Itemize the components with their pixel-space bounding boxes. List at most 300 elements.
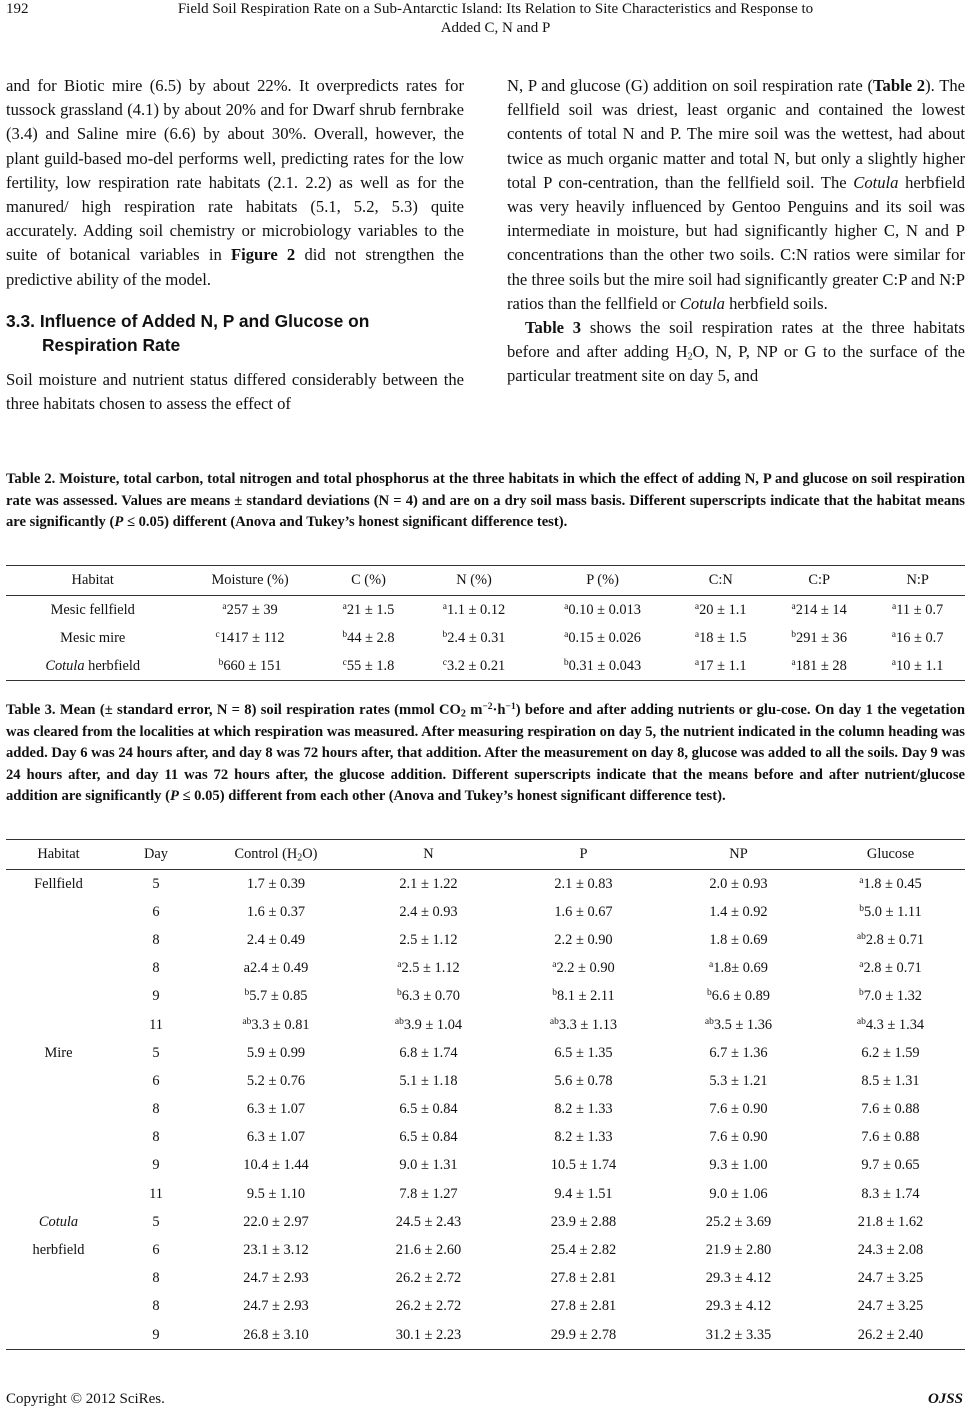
day-cell: 6 (152, 903, 160, 920)
subscript: 2 (687, 351, 693, 363)
day-cell: 8 (152, 960, 160, 977)
table-row (6, 1067, 965, 1095)
significance-superscript: b (218, 657, 224, 668)
table-cell (673, 624, 768, 652)
table-cell (768, 652, 870, 681)
day-cell: 5 (152, 1044, 160, 1061)
cell-value: 6.2 ± 1.59 (861, 1044, 920, 1061)
table-3-ref: Table 3 (525, 318, 582, 338)
significance-superscript: a (564, 629, 569, 640)
cell-value: 6.5 ± 0.84 (399, 1129, 458, 1146)
habitat-cell (6, 1180, 111, 1208)
table-row (6, 1096, 965, 1124)
cell-value: 5.3 ± 1.21 (709, 1072, 768, 1089)
cell-value: 2.1 ± 1.22 (399, 875, 458, 892)
cell-value: 6.5 ± 0.84 (399, 1101, 458, 1118)
right-paragraph-2 (507, 316, 965, 389)
significance-superscript: a (442, 601, 447, 612)
table-row (6, 1265, 965, 1293)
cell-value: 9.5 ± 1.10 (246, 1185, 306, 1202)
running-head (60, 0, 931, 38)
cell-value: 181 ± 28 (795, 657, 847, 674)
cell-value: 2.5 ± 1.12 (401, 960, 460, 977)
cell-value: 9.4 ± 1.51 (554, 1185, 613, 1202)
significance-superscript: a (859, 959, 864, 970)
cell-value: 31.2 ± 3.35 (705, 1326, 772, 1343)
cell-value: 2.4 ± 0.31 (447, 629, 506, 646)
table-cell (201, 1236, 351, 1264)
header-part: Control (H (234, 846, 298, 862)
right-paragraph-1 (507, 74, 965, 316)
cell-value: 4.3 ± 1.34 (865, 1016, 925, 1033)
table-3 (6, 839, 965, 1350)
table-cell (351, 926, 506, 954)
table-cell (768, 624, 870, 652)
cell-value: 21.9 ± 2.80 (705, 1242, 772, 1259)
table-cell (661, 1011, 816, 1039)
cell-value: 5.2 ± 0.76 (246, 1072, 306, 1089)
habitat-name: herbfield (84, 657, 141, 674)
column-header (201, 840, 351, 870)
cell-value: 10 ± 1.1 (896, 657, 944, 674)
cell-value: 2.2 ± 0.90 (554, 931, 613, 948)
table-row (6, 652, 965, 681)
cell-value: 10.5 ± 1.74 (550, 1157, 617, 1174)
section-heading: 3.3. Influence of Added N, P and Glucose on Respiration Rate (6, 310, 370, 355)
column-header: C:P (768, 566, 870, 596)
table-cell (179, 652, 320, 681)
habitat-cell (6, 1067, 111, 1095)
right-p2-part-a: shows the soil respiration rates at the three habitats before and after adding H (507, 318, 965, 362)
cell-value: 1.6 ± 0.37 (246, 903, 306, 920)
cell-value: 1.7 ± 0.39 (246, 875, 306, 892)
cell-value: 29.3 ± 4.12 (705, 1270, 772, 1287)
habitat-cell (6, 955, 111, 983)
column-header: N:P (870, 566, 965, 596)
significance-superscript: a (694, 601, 700, 612)
cell-value: 23.9 ± 2.88 (550, 1213, 617, 1230)
table-cell (351, 955, 506, 983)
table-cell (506, 983, 661, 1011)
table-cell (351, 1011, 506, 1039)
table-header-row (6, 566, 965, 596)
table-cell (506, 1293, 661, 1321)
significance-superscript: ab (549, 1016, 559, 1027)
table-row (6, 955, 965, 983)
cell-value: 3.2 ± 0.21 (446, 657, 506, 674)
table-cell (816, 983, 965, 1011)
cell-value: 27.8 ± 2.81 (550, 1298, 617, 1315)
cell-value: 26.2 ± 2.72 (395, 1270, 462, 1287)
significance-superscript: a (709, 959, 714, 970)
significance-superscript: b (552, 988, 557, 999)
habitat-cell (6, 624, 179, 652)
table-cell (661, 898, 816, 926)
table-cell (201, 1096, 351, 1124)
table-cell (816, 898, 965, 926)
cell-value: 5.6 ± 0.78 (554, 1072, 613, 1089)
table-cell (661, 1265, 816, 1293)
cell-value: 6.3 ± 1.07 (246, 1129, 306, 1146)
significance-superscript: b (442, 629, 448, 640)
cell-value: 24.7 ± 2.93 (243, 1270, 309, 1287)
table-cell (351, 1152, 506, 1180)
table-cell (816, 926, 965, 954)
table-cell (661, 1067, 816, 1095)
cell-value: 5.1 ± 1.18 (399, 1072, 458, 1089)
caption-part: m (465, 702, 483, 718)
table-cell (816, 1321, 965, 1350)
column-header: P (506, 840, 661, 870)
cell-value: 2.4 ± 0.49 (246, 931, 306, 948)
cell-value: 7.6 ± 0.90 (709, 1101, 768, 1118)
cell-value: 26.2 ± 2.72 (395, 1298, 462, 1315)
cell-value: 0.15 ± 0.026 (568, 629, 641, 646)
table-cell (201, 1039, 351, 1067)
significance-superscript: c (215, 629, 220, 640)
subscript: 2 (297, 852, 303, 864)
table-cell (816, 1293, 965, 1321)
table-cell (506, 870, 661, 899)
day-cell: 8 (152, 931, 160, 948)
cell-value: 9.0 ± 1.06 (709, 1185, 768, 1202)
cell-value: 6.6 ± 0.89 (711, 988, 770, 1005)
right-p1-part-a: N, P and glucose (G) addition on soil respiration rate ( (507, 76, 874, 95)
table-row (6, 926, 965, 954)
table-cell (351, 1096, 506, 1124)
cell-value: 214 ± 14 (795, 601, 847, 618)
column-header: Day (111, 840, 201, 870)
table-row (6, 1039, 965, 1067)
table-header-row (6, 840, 965, 870)
significance-superscript: b (859, 903, 864, 914)
table-cell (416, 624, 531, 652)
cell-value: 3.3 ± 1.13 (558, 1016, 618, 1033)
habitat-cell (6, 1152, 111, 1180)
table-cell (661, 1180, 816, 1208)
table-cell (816, 1096, 965, 1124)
body-text (6, 74, 965, 416)
habitat-cell (6, 1293, 111, 1321)
running-head-line1: Field Soil Respiration Rate on a Sub-Antarctic Island: Its Relation to Site Characteristics and Response to (177, 1, 814, 17)
table-row (6, 1152, 965, 1180)
table-cell (201, 898, 351, 926)
column-header: Moisture (%) (179, 566, 320, 596)
significance-superscript: b (563, 657, 569, 668)
table-cell (201, 870, 351, 899)
habitat-cell (6, 596, 179, 625)
table-cell (351, 1293, 506, 1321)
table-cell (351, 983, 506, 1011)
table-cell (201, 926, 351, 954)
genus-cotula: Cotula (853, 172, 899, 192)
table-cell (506, 1236, 661, 1264)
day-cell: 8 (152, 1270, 160, 1287)
cell-value: 3.3 ± 0.81 (251, 1016, 310, 1033)
table-cell (816, 870, 965, 899)
table-cell (816, 955, 965, 983)
table-cell (201, 1321, 351, 1350)
cell-value: 23.1 ± 3.12 (243, 1242, 309, 1259)
cell-value: 0.31 ± 0.043 (568, 657, 642, 674)
cell-value: 5.0 ± 1.11 (864, 903, 922, 920)
table-cell (201, 1152, 351, 1180)
table-cell (416, 596, 531, 625)
table-cell (768, 596, 870, 625)
habitat-cell (6, 1011, 111, 1039)
column-header: Glucose (816, 840, 965, 870)
cell-value: 257 ± 39 (226, 601, 278, 618)
column-header: P (%) (532, 566, 674, 596)
table-cell (201, 983, 351, 1011)
habitat-name: Mesic mire (60, 629, 126, 646)
significance-superscript: b (706, 988, 712, 999)
table-cell (532, 596, 674, 625)
left-paragraph-1 (6, 74, 464, 292)
cell-value: 6.5 ± 1.35 (554, 1044, 613, 1061)
significance-superscript: a (397, 959, 402, 970)
table-cell (351, 1067, 506, 1095)
table-cell (416, 652, 531, 681)
habitat-cell (6, 1265, 111, 1293)
table-cell (201, 1208, 351, 1236)
table-cell (201, 1180, 351, 1208)
figure-2-ref: Figure 2 (230, 245, 296, 265)
right-column (507, 74, 965, 416)
table-cell (870, 624, 965, 652)
significance-superscript: a (892, 601, 897, 612)
table-cell (661, 1293, 816, 1321)
significance-superscript: c (342, 657, 347, 668)
habitat-cell (6, 1039, 111, 1067)
cell-value: 30.1 ± 2.23 (395, 1326, 462, 1343)
cell-value: 9.7 ± 0.65 (861, 1157, 920, 1174)
table-body (6, 596, 965, 681)
caption-part: Table 3. Mean (± standard error, N = 8) soil respiration rates (mmol CO (6, 702, 461, 718)
significance-superscript: ab (856, 1016, 866, 1027)
cell-value: 7.0 ± 1.32 (863, 988, 922, 1005)
column-header: NP (661, 840, 816, 870)
table-cell (351, 1208, 506, 1236)
right-p1-part-c: herbfield was very heavily influenced by Gentoo Penguins and its soil was intermediate in moisture, but had significantly higher C, N and P concentrations than the other two soils. C:N ratios were similar for the three soils but the mire soil had significantly greater C:P and N:P ratios than the fellfield or (507, 172, 965, 313)
table-cell (532, 652, 674, 681)
table-cell (532, 624, 674, 652)
left-para1-text: and for Biotic mire (6.5) by about 22%. It overpredicts rates for tussock grassland (4.1) by about 20% and for Dwarf shrub fernbrake (3.4) and Saline mire (6.6) by about 30%. Overall, however, the plant guild-based mo-del performs well, predicting rates for the low fertility, low respiration rate habitats (2.1. 2.2) as well as for the manured/ high respiration rate habitats (5.1, 5.2, 5.3) quite accurately. Adding soil chemistry or microbiology variables to the suite of botanical variables in (6, 76, 464, 265)
cell-value: 27.8 ± 2.81 (550, 1270, 617, 1287)
table-cell (661, 1096, 816, 1124)
table-cell (661, 1208, 816, 1236)
header-part: O) (302, 846, 318, 862)
cell-value: 22.0 ± 2.97 (243, 1213, 309, 1230)
table-row (6, 1208, 965, 1236)
table-row (6, 1236, 965, 1264)
column-header: N (351, 840, 506, 870)
significance-superscript: ab (856, 931, 866, 942)
table-cell (661, 1321, 816, 1350)
cell-value: 1.8 ± 0.45 (863, 875, 922, 892)
habitat-name: Mire (44, 1044, 73, 1061)
table-cell (673, 596, 768, 625)
cell-value: 3.9 ± 1.04 (403, 1016, 463, 1033)
cell-value: 1.8 ± 0.69 (709, 931, 768, 948)
significance-superscript: ab (394, 1016, 404, 1027)
significance-superscript: b (396, 988, 402, 999)
habitat-cell (6, 1236, 111, 1264)
table-cell (816, 1067, 965, 1095)
column-header: N (%) (416, 566, 531, 596)
right-p1-part-d: herbfield soils. (724, 293, 828, 313)
cell-value: 7.6 ± 0.88 (861, 1129, 920, 1146)
table-cell (870, 652, 965, 681)
right-p2-part-b: O, N, P, NP or G to the surface of the particular treatment site on day 5, and (507, 342, 965, 386)
cell-value: 2.5 ± 1.12 (399, 931, 458, 948)
cell-value: 1.6 ± 0.67 (554, 903, 613, 920)
table-cell (351, 1321, 506, 1350)
cell-value: 1.4 ± 0.92 (709, 903, 768, 920)
cell-value: 1417 ± 112 (219, 629, 285, 646)
table-cell (506, 1321, 661, 1350)
habitat-cell (6, 1096, 111, 1124)
cell-value: 21.6 ± 2.60 (395, 1242, 462, 1259)
day-cell: 11 (149, 1185, 163, 1202)
habitat-cell (6, 870, 111, 899)
habitat-cell (6, 1208, 111, 1236)
table-body (6, 870, 965, 1350)
day-cell: 9 (152, 1157, 160, 1174)
cell-value: 2.2 ± 0.90 (556, 960, 615, 977)
cell-value: 26.8 ± 3.10 (243, 1326, 309, 1343)
left-paragraph-2: Soil moisture and nutrient status differed considerably between the three habitats chosen to assess the effect of (6, 369, 464, 414)
cell-value: 8.5 ± 1.31 (861, 1072, 920, 1089)
column-header: Habitat (6, 566, 179, 596)
day-cell: 11 (149, 1016, 163, 1033)
significance-superscript: b (244, 988, 250, 999)
day-cell: 5 (152, 1213, 160, 1230)
table-cell (351, 898, 506, 926)
cell-value: 1.1 ± 0.12 (446, 601, 506, 618)
cell-value: 11 ± 0.7 (896, 601, 944, 618)
significance-superscript: ab (704, 1016, 714, 1027)
cell-value: 7.8 ± 1.27 (399, 1185, 458, 1202)
table-2-caption (6, 469, 965, 534)
cell-value: 9.3 ± 1.00 (709, 1157, 768, 1174)
caption-part: ·h (492, 702, 506, 718)
column-header: C:N (673, 566, 768, 596)
right-p1-part-b: ). The fellfield soil was driest, least organic and contained the lowest contents of total N and P. The mire soil was the wettest, had about twice as much organic matter and total N, but only a slightly higher total P con-centration, than the fellfield soil. The (507, 76, 965, 192)
cell-value: 29.3 ± 4.12 (705, 1298, 772, 1315)
table-cell (506, 1067, 661, 1095)
table-cell (661, 1152, 816, 1180)
page-number: 192 (6, 1, 29, 17)
table-cell (816, 1208, 965, 1236)
cell-value: 8.3 ± 1.74 (861, 1185, 920, 1202)
cell-value: 10.4 ± 1.44 (243, 1157, 309, 1174)
cell-value: 5.9 ± 0.99 (246, 1044, 306, 1061)
table-row (6, 596, 965, 625)
significance-superscript: a (791, 657, 796, 668)
table-cell (506, 926, 661, 954)
cell-value: 55 ± 1.8 (346, 657, 395, 674)
table-row (6, 624, 965, 652)
habitat-cell (6, 1321, 111, 1350)
day-cell: 8 (152, 1298, 160, 1315)
table-cell (506, 1265, 661, 1293)
caption-italic-p: P (169, 788, 179, 805)
genus-cotula: Cotula (679, 293, 725, 313)
table-cell (506, 955, 661, 983)
cell-value: a2.4 ± 0.49 (243, 960, 309, 977)
table-cell (816, 1011, 965, 1039)
cell-value: 21 ± 1.5 (346, 601, 395, 618)
cell-value: 24.7 ± 2.93 (243, 1298, 309, 1315)
cell-value: 26.2 ± 2.40 (857, 1326, 924, 1343)
table-cell (351, 1265, 506, 1293)
cell-value: 24.3 ± 2.08 (857, 1242, 924, 1259)
table-cell (351, 1039, 506, 1067)
table-row (6, 1011, 965, 1039)
habitat-name: herbfield (32, 1242, 85, 1259)
table-cell (661, 926, 816, 954)
superscript: −2 (482, 701, 493, 712)
table-cell (661, 955, 816, 983)
day-cell: 6 (152, 1242, 160, 1259)
habitat-cell (6, 652, 179, 681)
table-cell (870, 596, 965, 625)
table-cell (201, 955, 351, 983)
cell-value: 6.3 ± 1.07 (246, 1101, 306, 1118)
table-row (6, 983, 965, 1011)
cell-value: 8.2 ± 1.33 (554, 1101, 613, 1118)
table-cell (673, 652, 768, 681)
cell-value: 16 ± 0.7 (896, 629, 944, 646)
table-cell (201, 1067, 351, 1095)
table-cell (321, 652, 417, 681)
table-cell (506, 898, 661, 926)
significance-superscript: a (791, 601, 796, 612)
table-cell (506, 1208, 661, 1236)
significance-superscript: a (342, 601, 347, 612)
table-cell (816, 1236, 965, 1264)
table-cell (816, 1265, 965, 1293)
column-header: C (%) (321, 566, 417, 596)
table-cell (201, 1265, 351, 1293)
cell-value: 25.2 ± 3.69 (705, 1213, 772, 1230)
cell-value: 2.8 ± 0.71 (863, 960, 922, 977)
habitat-genus: Cotula (45, 657, 85, 674)
cell-value: 8.2 ± 1.33 (554, 1129, 613, 1146)
cell-value: 20 ± 1.1 (699, 601, 747, 618)
table-cell (661, 1124, 816, 1152)
cell-value: 24.5 ± 2.43 (395, 1213, 462, 1230)
table-cell (661, 983, 816, 1011)
left-para1-end: did not strengthen the predictive ability of the model. (6, 245, 464, 289)
table-cell (506, 1011, 661, 1039)
cell-value: 44 ± 2.8 (347, 629, 395, 646)
cell-value: 6.8 ± 1.74 (399, 1044, 458, 1061)
significance-superscript: b (342, 629, 348, 640)
cell-value: 25.4 ± 2.82 (550, 1242, 617, 1259)
habitat-name: Mesic fellfield (50, 601, 135, 618)
table-cell (321, 624, 417, 652)
table-cell (506, 1152, 661, 1180)
cell-value: 7.6 ± 0.90 (709, 1129, 768, 1146)
table-cell (506, 1180, 661, 1208)
significance-superscript: a (564, 601, 569, 612)
table-row (6, 1321, 965, 1350)
significance-superscript: a (694, 657, 700, 668)
cell-value: 21.8 ± 1.62 (857, 1213, 924, 1230)
table-2-ref: Table 2 (873, 76, 926, 95)
